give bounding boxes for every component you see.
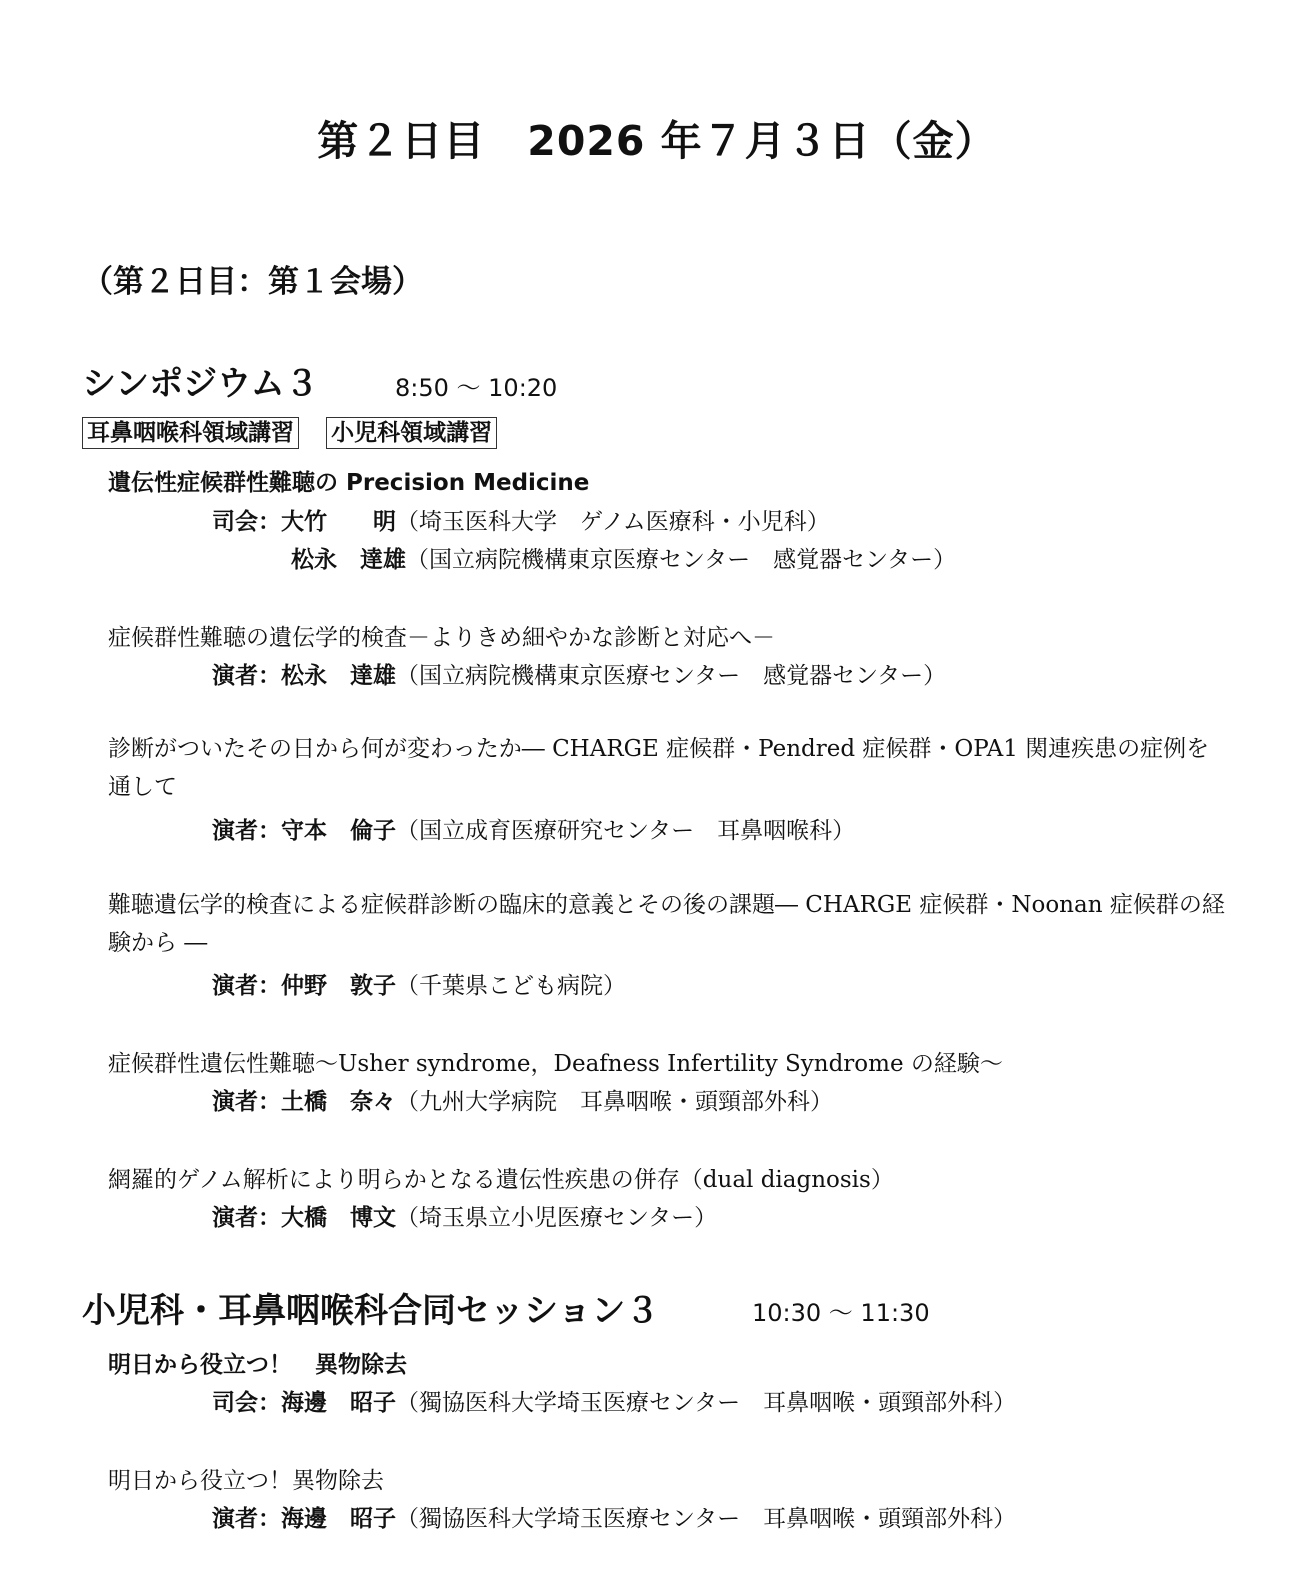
speaker-name: 海邊 昭子	[281, 1506, 396, 1532]
speaker-name: 土橋 奈々	[281, 1089, 396, 1115]
speaker-name: 守本 倫子	[281, 818, 396, 844]
talk-title: 症候群性遺伝性難聴〜Usher syndrome，Deafness Infertility Syndrome の経験〜	[108, 1051, 1003, 1077]
chair-affiliation: （国立病院機構東京医療センター 感覚器センター）	[406, 547, 957, 573]
speaker-name: 大橋 博文	[281, 1205, 396, 1231]
speaker-affiliation: （国立成育医療研究センター 耳鼻咽喉科）	[396, 818, 856, 844]
talk-title: 明日から役立つ！異物除去	[108, 1468, 384, 1494]
tag-badge: 耳鼻咽喉科領域講習	[82, 417, 299, 449]
tag-list	[82, 417, 497, 449]
venue-heading: （第２日目：第１会場）	[82, 264, 423, 300]
speaker-affiliation: （九州大学病院 耳鼻咽喉・頭頸部外科）	[396, 1089, 833, 1115]
speaker-name: 仲野 敦子	[281, 973, 396, 999]
chair-name: 大竹 明	[281, 509, 396, 535]
session-subtitle: 遺伝性症候群性難聴の Precision Medicine	[108, 470, 590, 496]
speaker-role: 演者：	[212, 818, 281, 844]
page-title: 第２日目 2026 年７月３日（金）	[317, 117, 997, 165]
chair-line	[212, 503, 830, 536]
chair-line	[291, 541, 956, 574]
session-time: 8:50 〜 10:20	[395, 374, 558, 402]
session-subtitle: 明日から役立つ！ 異物除去	[108, 1352, 407, 1378]
talk-title: 診断がついたその日から何が変わったか― CHARGE 症候群・Pendred 症候群・OPA1 関連疾患の症例を通して	[108, 736, 1210, 800]
speaker-line	[212, 812, 855, 845]
talk-title: 難聴遺伝学的検査による症候群診断の臨床的意義とその後の課題― CHARGE 症候群・Noonan 症候群の経験から ―	[108, 892, 1225, 956]
session-name: シンポジウム３	[82, 364, 319, 404]
chair-affiliation: （獨協医科大学埼玉医療センター 耳鼻咽喉・頭頸部外科）	[396, 1390, 1017, 1416]
speaker-role: 演者：	[212, 973, 281, 999]
chair-role: 司会：	[212, 509, 281, 535]
session-time: 10:30 〜 11:30	[752, 1299, 930, 1327]
speaker-affiliation: （千葉県こども病院）	[396, 973, 626, 999]
speaker-line	[212, 1199, 717, 1232]
chair-name: 海邊 昭子	[281, 1390, 396, 1416]
speaker-line	[212, 1083, 833, 1116]
speaker-name: 松永 達雄	[281, 663, 396, 689]
speaker-affiliation: （獨協医科大学埼玉医療センター 耳鼻咽喉・頭頸部外科）	[396, 1506, 1017, 1532]
session-heading	[82, 356, 319, 405]
session-heading	[82, 1283, 659, 1332]
speaker-affiliation: （国立病院機構東京医療センター 感覚器センター）	[396, 663, 947, 689]
tag-badge: 小児科領域講習	[326, 417, 497, 449]
speaker-role: 演者：	[212, 663, 281, 689]
speaker-line	[212, 657, 946, 690]
speaker-role: 演者：	[212, 1506, 281, 1532]
chair-affiliation: （埼玉医科大学 ゲノム医療科・小児科）	[396, 509, 830, 535]
chair-line	[212, 1384, 1016, 1417]
chair-name: 松永 達雄	[291, 547, 406, 573]
session-name: 小児科・耳鼻咽喉科合同セッション３	[82, 1291, 660, 1331]
speaker-line	[212, 967, 626, 1000]
speaker-line	[212, 1500, 1016, 1533]
speaker-role: 演者：	[212, 1089, 281, 1115]
speaker-role: 演者：	[212, 1205, 281, 1231]
talk-title: 症候群性難聴の遺伝学的検査－よりきめ細やかな診断と対応へ－	[108, 625, 775, 651]
chair-role: 司会：	[212, 1390, 281, 1416]
talk-title: 網羅的ゲノム解析により明らかとなる遺伝性疾患の併存（dual diagnosis）	[108, 1167, 894, 1193]
speaker-affiliation: （埼玉県立小児医療センター）	[396, 1205, 718, 1231]
